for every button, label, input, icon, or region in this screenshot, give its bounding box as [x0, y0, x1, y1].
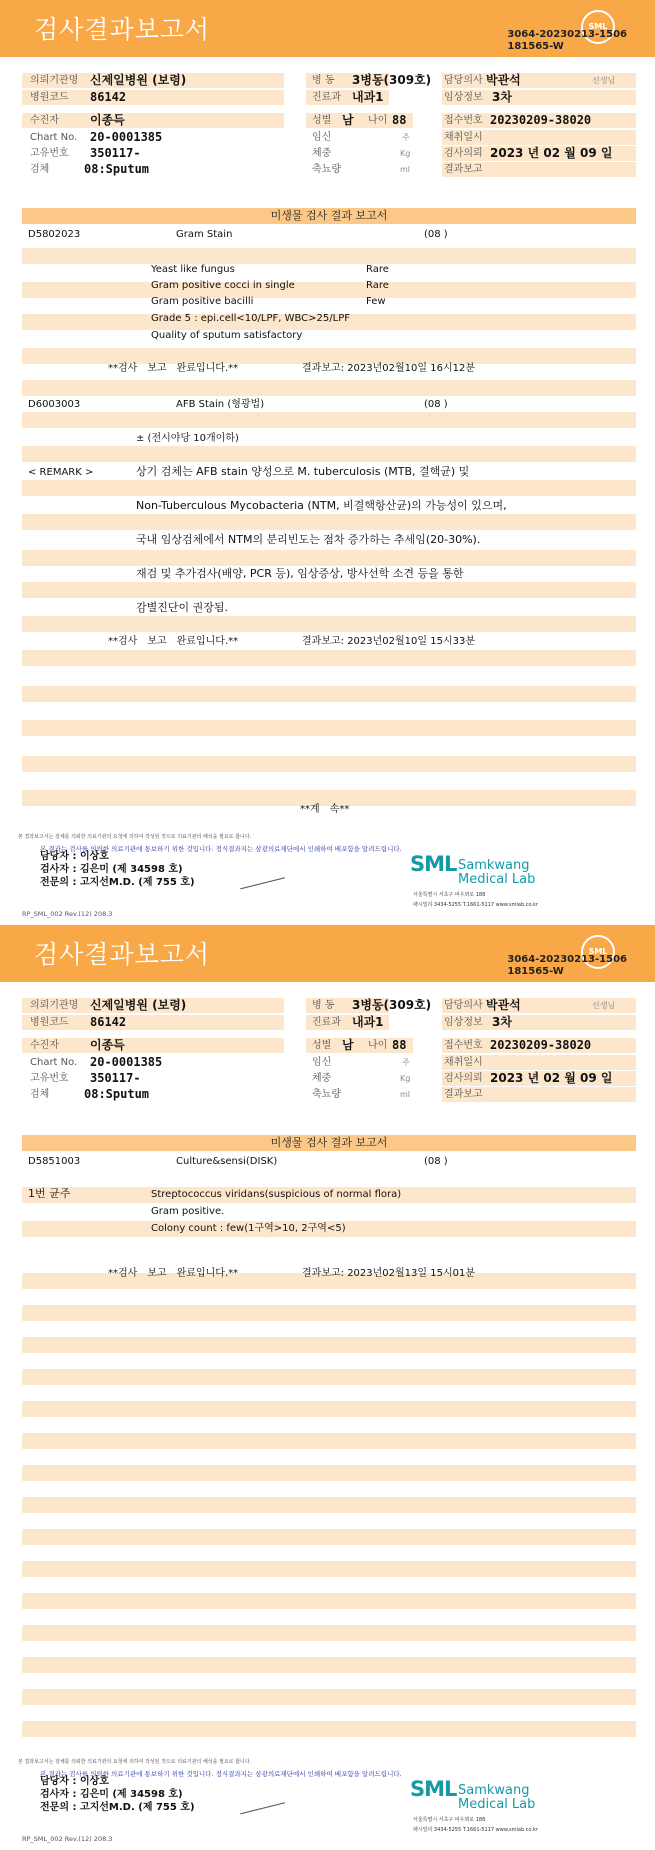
preg-unit: 주	[402, 133, 410, 142]
culture-test-code: D5851003	[28, 1156, 81, 1167]
id-value: 350117-	[90, 1071, 141, 1085]
dept-label: 진료과	[312, 92, 341, 103]
clinical-value: 3차	[492, 90, 512, 104]
form-code: RP_SML_002 Rev.(12) 208.3	[22, 1835, 113, 1843]
doctor-name: 박관석	[486, 998, 521, 1012]
doctor-label: 담당의사	[444, 1000, 483, 1011]
chart-label: Chart No.	[30, 132, 78, 143]
preg-unit: 주	[402, 1058, 410, 1067]
id-label: 고유번호	[30, 148, 69, 159]
ward-label: 병 동	[312, 75, 335, 86]
dept-value: 내과1	[352, 1015, 384, 1029]
accept-label: 접수번호	[444, 1040, 483, 1051]
accept-number: 20230209-38020	[490, 113, 592, 127]
culture-done: **검사 보고 완료입니다.**	[108, 1268, 239, 1279]
lab-address: 서울특별시 서초구 바우뫼로 188	[413, 1817, 486, 1823]
clinical-label: 임상정보	[444, 1017, 483, 1028]
patient-info	[0, 68, 655, 188]
hospital-name: 신제일병원 (보령)	[90, 73, 187, 87]
weight-unit: Kg	[400, 1074, 411, 1083]
doctor-label: 담당의사	[444, 75, 483, 86]
notice-text: 본 결과는 검사를 의뢰한 의료기관에 통보하기 위한 것입니다. 정식결과지는 삼광의료재단에서 인쇄하여 배포함을 알려드립니다.	[40, 845, 402, 853]
ward-value: 3병동(309호)	[352, 998, 432, 1012]
doctor-suffix: 선생님	[592, 1001, 616, 1010]
remark-line: 재검 및 추가검사(배양, PCR 등), 임상증상, 방사선학 소견 등을 통한	[136, 567, 464, 580]
continued-text: **계 속**	[300, 804, 350, 815]
doctor-suffix: 선생님	[592, 76, 616, 85]
specimen-label: 검체	[30, 164, 50, 175]
notice-text: 본 결과는 검사를 의뢰한 의료기관에 통보하기 위한 것입니다. 정식결과지는 삼광의료재단에서 인쇄하여 배포함을 알려드립니다.	[40, 1770, 402, 1778]
reporter: 담당자 : 이상호	[40, 1776, 109, 1787]
weight-label: 체중	[312, 1073, 332, 1084]
age-value: 88	[392, 113, 407, 127]
gram-report-time: 결과보고: 2023년02월10일 16시12분	[302, 363, 476, 374]
id-label: 고유번호	[30, 1073, 69, 1084]
lab-name: Samkwang	[458, 858, 530, 873]
hospital-label: 의뢰기관명	[30, 1000, 79, 1011]
report-title: 검사결과보고서	[34, 940, 211, 969]
signature-icon	[237, 1790, 285, 1815]
signature-icon	[237, 865, 285, 890]
afb-specimen: (08 )	[424, 399, 448, 410]
culture-line: Colony count : few(1구역>10, 2구역<5)	[151, 1223, 346, 1234]
doctor-name: 박관석	[486, 73, 521, 87]
specimen-value: 08:Sputum	[84, 1087, 150, 1101]
section-title: 미생물 검사 결과 보고서	[22, 208, 636, 224]
culture-report-time: 결과보고: 2023년02월13일 15시01분	[302, 1268, 476, 1279]
specialist: 전문의 : 고지선M.D. (제 755 호)	[40, 1802, 195, 1813]
fine-note: 본 결과보고서는 검체를 의뢰한 의료기관의 요청에 의하여 작성된 것으로 의료기관의 해석을 필요로 합니다.	[18, 834, 252, 840]
patient-info	[0, 993, 655, 1113]
age-label: 나이	[368, 1040, 388, 1051]
gram-done: **검사 보고 완료입니다.**	[108, 363, 239, 374]
hospcode-label: 병원코드	[30, 1017, 69, 1028]
clinical-value: 3차	[492, 1015, 512, 1029]
inspector: 검사자 : 김은미 (제 34598 호)	[40, 1789, 183, 1800]
request-label: 검사의뢰	[444, 148, 483, 159]
patient-name: 이종득	[90, 113, 125, 127]
sml-badge-icon: SML	[581, 10, 615, 44]
fine-note: 본 결과보고서는 검체를 의뢰한 의료기관의 요청에 의하여 작성된 것으로 의료기관의 해석을 필요로 합니다.	[18, 1759, 252, 1765]
gram-test-code: D5802023	[28, 229, 81, 240]
patient-name: 이종득	[90, 1038, 125, 1052]
sex-value: 남	[342, 113, 354, 127]
request-label: 검사의뢰	[444, 1073, 483, 1084]
gram-result-value: Few	[366, 296, 386, 307]
sml-badge-icon: SML	[581, 935, 615, 969]
remark-line: 상기 검체는 AFB stain 양성으로 M. tuberculosis (MTB, 결핵균) 및	[136, 465, 470, 478]
report-page-2	[0, 925, 655, 1850]
lab-name: Medical Lab	[458, 872, 536, 887]
ward-label: 병 동	[312, 1000, 335, 1011]
inspector: 검사자 : 김은미 (제 34598 호)	[40, 864, 183, 875]
urine-unit: ml	[400, 165, 411, 174]
culture-line: Streptococcus viridans(suspicious of normal flora)	[151, 1189, 402, 1200]
id-value: 350117-	[90, 146, 141, 160]
dept-label: 진료과	[312, 1017, 341, 1028]
lab-name: Medical Lab	[458, 1797, 536, 1812]
gram-specimen: (08 )	[424, 229, 448, 240]
gram-result-item: Gram positive cocci in single	[151, 280, 295, 291]
preg-label: 임신	[312, 132, 332, 143]
hospcode-value: 86142	[90, 90, 127, 104]
sml-logo-icon: SML	[410, 1777, 457, 1801]
afb-report-time: 결과보고: 2023년02월10일 15시33분	[302, 636, 476, 647]
section-title: 미생물 검사 결과 보고서	[22, 1135, 636, 1151]
gram-test-name: Gram Stain	[176, 229, 233, 240]
lab-contact: 팩시밀리 3434-5255 T.1661-5117 www.smlab.co.kr	[413, 1827, 538, 1833]
afb-result: ± (전시야당 10개이하)	[136, 433, 239, 444]
reporter: 담당자 : 이상호	[40, 851, 109, 862]
culture-line: Gram positive.	[151, 1206, 225, 1217]
report-label: 결과보고	[444, 164, 483, 175]
colony-label: 1번 균주	[28, 1187, 71, 1200]
report-label: 결과보고	[444, 1089, 483, 1100]
preg-label: 임신	[312, 1057, 332, 1068]
gram-result-value: Rare	[366, 264, 389, 275]
chart-number: 20-0001385	[90, 130, 163, 144]
accept-label: 접수번호	[444, 115, 483, 126]
afb-test-code: D6003003	[28, 399, 81, 410]
gram-result-value: Rare	[366, 280, 389, 291]
chart-number: 20-0001385	[90, 1055, 163, 1069]
urine-label: 축뇨량	[312, 1089, 341, 1100]
lab-contact: 팩시밀리 3434-5255 T.1661-5117 www.smlab.co.kr	[413, 902, 538, 908]
afb-done: **검사 보고 완료입니다.**	[108, 636, 239, 647]
name-label: 수진자	[30, 115, 59, 126]
ward-value: 3병동(309호)	[352, 73, 432, 87]
report-code: 3064-20230213-1506 181565-W	[507, 29, 627, 52]
specimen-label: 검체	[30, 1089, 50, 1100]
accept-number: 20230209-38020	[490, 1038, 592, 1052]
sex-label: 성별	[312, 1040, 332, 1051]
name-label: 수진자	[30, 1040, 59, 1051]
specimen-value: 08:Sputum	[84, 162, 150, 176]
report-code: 3064-20230213-1506 181565-W	[507, 954, 627, 977]
form-code: RP_SML_002 Rev.(12) 208.3	[22, 910, 113, 918]
sex-value: 남	[342, 1038, 354, 1052]
remark-label: < REMARK >	[28, 467, 94, 478]
culture-specimen: (08 )	[424, 1156, 448, 1167]
weight-unit: Kg	[400, 149, 411, 158]
remark-line: 국내 임상검체에서 NTM의 분리빈도는 점차 증가하는 추세임(20-30%).	[136, 533, 481, 546]
remark-line: Non-Tuberculous Mycobacteria (NTM, 비결핵항산균)의 가능성이 있으며,	[136, 499, 507, 512]
sml-logo-icon: SML	[410, 852, 457, 876]
report-header	[0, 925, 655, 982]
gram-result-item: Yeast like fungus	[151, 264, 235, 275]
age-label: 나이	[368, 115, 388, 126]
collect-label: 채취일시	[444, 1057, 483, 1068]
report-title: 검사결과보고서	[34, 15, 211, 44]
gram-result-item: Quality of sputum satisfactory	[151, 330, 303, 341]
culture-test-name: Culture&sensi(DISK)	[176, 1156, 278, 1167]
afb-test-name: AFB Stain (형광법)	[176, 399, 265, 410]
gram-result-item: Grade 5 : epi.cell<10/LPF, WBC>25/LPF	[151, 313, 350, 324]
specialist: 전문의 : 고지선M.D. (제 755 호)	[40, 877, 195, 888]
collect-label: 채취일시	[444, 132, 483, 143]
sex-label: 성별	[312, 115, 332, 126]
chart-label: Chart No.	[30, 1057, 78, 1068]
report-header	[0, 0, 655, 57]
request-date: 2023 년 02 월 09 일	[490, 1071, 613, 1085]
age-value: 88	[392, 1038, 407, 1052]
request-date: 2023 년 02 월 09 일	[490, 146, 613, 160]
weight-label: 체중	[312, 148, 332, 159]
urine-unit: ml	[400, 1090, 411, 1099]
lab-address: 서울특별시 서초구 바우뫼로 188	[413, 892, 486, 898]
hospital-label: 의뢰기관명	[30, 75, 79, 86]
hospital-name: 신제일병원 (보령)	[90, 998, 187, 1012]
lab-name: Samkwang	[458, 1783, 530, 1798]
urine-label: 축뇨량	[312, 164, 341, 175]
clinical-label: 임상정보	[444, 92, 483, 103]
remark-line: 감별진단이 권장됨.	[136, 601, 229, 614]
dept-value: 내과1	[352, 90, 384, 104]
gram-result-item: Gram positive bacilli	[151, 296, 254, 307]
hospcode-label: 병원코드	[30, 92, 69, 103]
hospcode-value: 86142	[90, 1015, 127, 1029]
